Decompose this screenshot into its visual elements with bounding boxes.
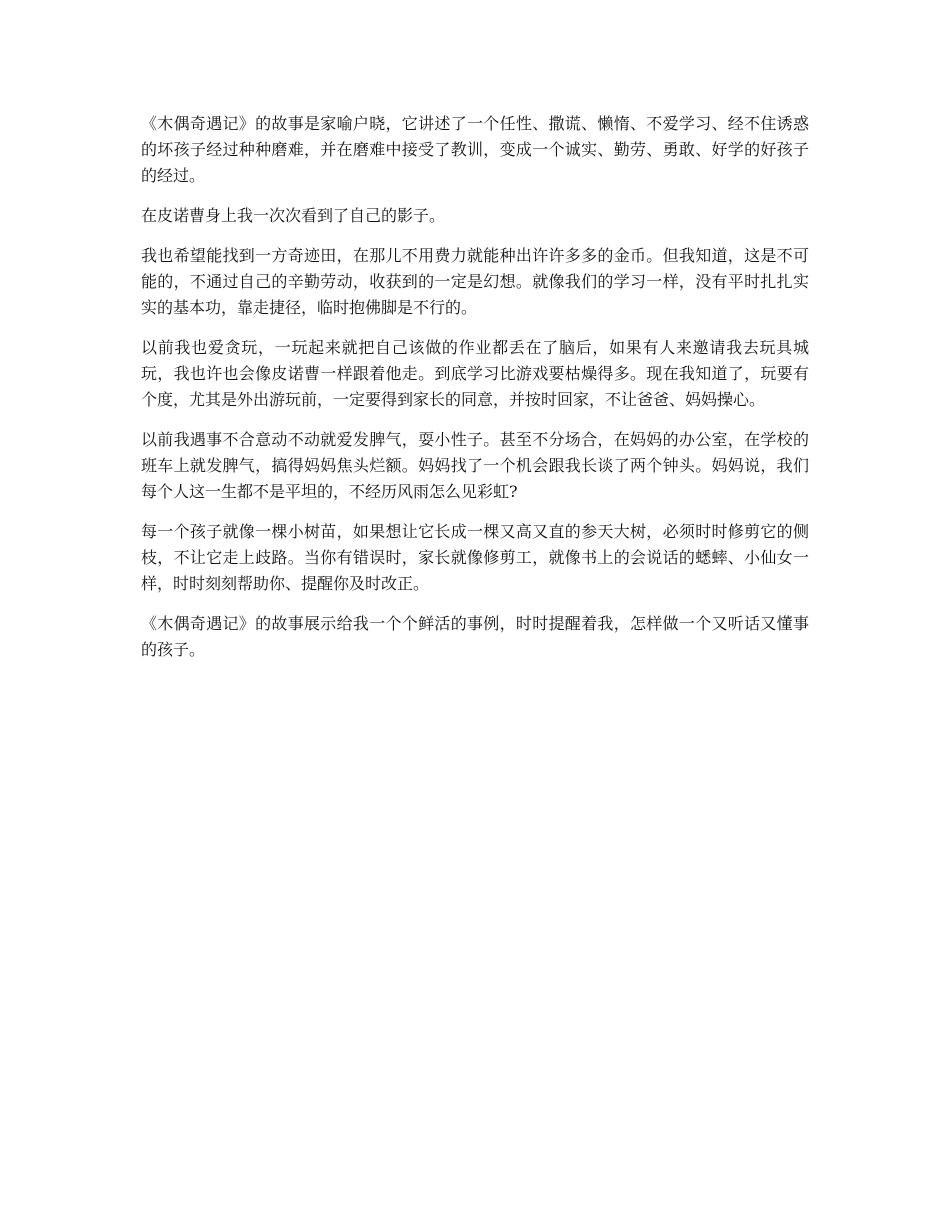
paragraph-7: 《木偶奇遇记》的故事展示给我一个个鲜活的事例，时时提醒着我，怎样做一个又听话又懂事的孩子。 (141, 614, 809, 659)
paragraph-1: 《木偶奇遇记》的故事是家喻户晓，它讲述了一个任性、撒谎、懒惰、不爱学习、经不住诱惑的坏孩子经过种种磨难，并在磨难中接受了教训，变成一个诚实、勤劳、勇敢、好学的好孩子的经过。 (141, 114, 809, 185)
document-body (141, 111, 809, 677)
paragraph-5: 以前我遇事不合意动不动就爱发脾气，耍小性子。甚至不分场合，在妈妈的办公室，在学校的班车上就发脾气，搞得妈妈焦头烂额。妈妈找了一个机会跟我长谈了两个钟头。妈妈说，我们每个人这一生都不是平坦的，不经历风雨怎么见彩虹? (141, 430, 809, 501)
paragraph-2: 在皮诺曹身上我一次次看到了自己的影子。 (141, 206, 446, 225)
paragraph-3: 我也希望能找到一方奇迹田，在那儿不用费力就能种出许许多多的金币。但我知道，这是不可能的，不通过自己的辛勤劳动，收获到的一定是幻想。就像我们的学习一样，没有平时扎扎实实的基本功，靠走捷径，临时抱佛脚是不行的。 (141, 246, 809, 317)
paragraph-6: 每一个孩子就像一棵小树苗，如果想让它长成一棵又高又直的参天大树，必须时时修剪它的侧枝，不让它走上歧路。当你有错误时，家长就像修剪工，就像书上的会说话的蟋蟀、小仙女一样，时时刻刻帮助你、提醒你及时改正。 (141, 522, 809, 593)
paragraph-4: 以前我也爱贪玩，一玩起来就把自己该做的作业都丢在了脑后，如果有人来邀请我去玩具城玩，我也许也会像皮诺曹一样跟着他走。到底学习比游戏要枯燥得多。现在我知道了，玩要有个度，尤其是外出游玩前，一定要得到家长的同意，并按时回家，不让爸爸、妈妈操心。 (141, 338, 809, 409)
